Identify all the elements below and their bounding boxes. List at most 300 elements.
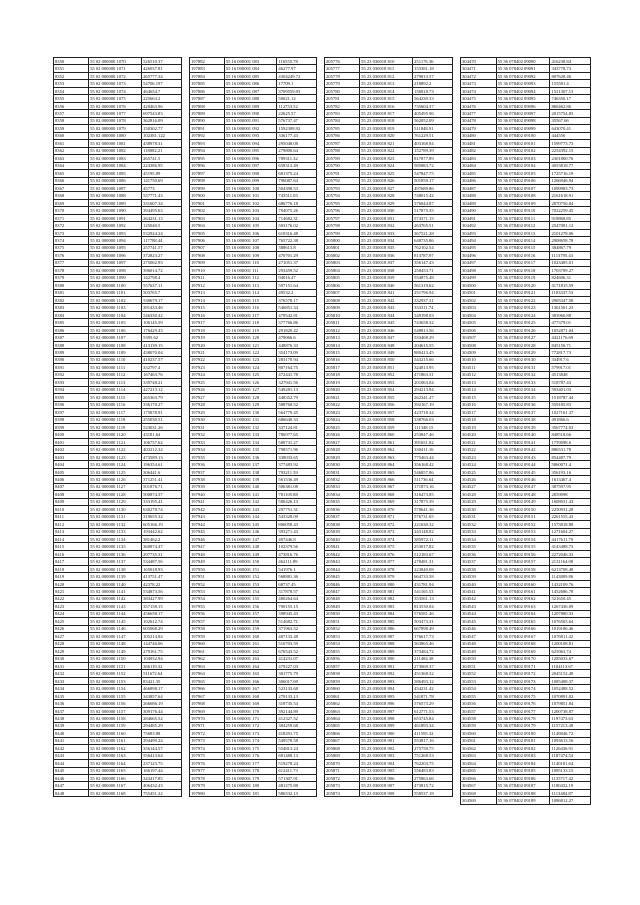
account-code: 55 36 078402 09170 xyxy=(496,655,550,662)
row-id: 205869 xyxy=(325,752,360,759)
row-id: 197963 xyxy=(190,662,225,669)
amount: 576737.47 xyxy=(277,117,317,124)
table-row xyxy=(461,304,591,311)
amount: 2859098 xyxy=(550,491,591,498)
amount: 491866.6 xyxy=(550,416,591,423)
amount: 1070891.02 xyxy=(550,692,591,699)
amount: 1608031.43 xyxy=(550,498,591,505)
account-code: 55 02 000000 1113 xyxy=(89,379,142,386)
row-id: 304563 xyxy=(461,752,497,759)
account-code: 55 02 000000 1080 xyxy=(89,132,142,139)
amount: 697543.83 xyxy=(142,110,182,117)
amount: 118082.21 xyxy=(142,147,182,154)
row-id: 8418 xyxy=(54,565,89,572)
amount: 258453.71 xyxy=(413,267,453,274)
row-id: 205816 xyxy=(325,356,360,363)
table-row xyxy=(54,782,182,789)
account-code: 55 36 078402 09168 xyxy=(496,640,550,647)
row-id: 8443 xyxy=(54,752,89,759)
account-code: 55 16 000001 086 xyxy=(224,80,277,87)
amount: 316473.85 xyxy=(413,491,453,498)
ledger-sheet xyxy=(53,57,591,839)
amount: 50021.12 xyxy=(277,95,317,102)
table-row xyxy=(190,349,317,356)
amount: 4304249.72 xyxy=(277,72,317,79)
table-row xyxy=(54,416,182,423)
row-id: 304557 xyxy=(461,707,497,714)
row-id: 8353 xyxy=(54,80,89,87)
table-row xyxy=(190,760,317,767)
amount: 338766.03 xyxy=(413,416,453,423)
amount: 786977.65 xyxy=(277,431,317,438)
row-id: 205799 xyxy=(325,229,360,236)
row-id: 8407 xyxy=(54,483,89,490)
row-id: 205872 xyxy=(325,775,360,782)
table-row xyxy=(54,311,182,318)
row-id: 8371 xyxy=(54,214,89,221)
account-code: 55 36 078402 09147 xyxy=(496,483,550,490)
amount: 451368.32 xyxy=(413,670,453,677)
row-id: 197962 xyxy=(190,655,225,662)
table-row xyxy=(190,692,317,699)
account-code: 55 16 000001 176 xyxy=(224,752,277,759)
row-id: 8384 xyxy=(54,311,89,318)
row-id: 8396 xyxy=(54,401,89,408)
table-row xyxy=(325,423,453,430)
account-code: 55 02 000000 1104 xyxy=(89,311,142,318)
table-row xyxy=(190,707,317,714)
row-id: 304535 xyxy=(461,543,497,550)
account-code: 55 16 000001 171 xyxy=(224,715,277,722)
account-code: 55 02 000000 1120 xyxy=(89,431,142,438)
table-row xyxy=(325,371,453,378)
row-id: 205847 xyxy=(325,588,360,595)
table-row xyxy=(190,483,317,490)
row-id: 304511 xyxy=(461,364,497,371)
amount: 196354.61 xyxy=(142,461,182,468)
table-row xyxy=(325,438,453,445)
account-code: 55 23 030018 836 xyxy=(360,252,413,259)
amount: 141750.69 xyxy=(142,177,182,184)
row-id: 8445 xyxy=(54,767,89,774)
amount: 588760.52 xyxy=(277,401,317,408)
amount: 388613.8 xyxy=(277,244,317,251)
row-id: 304524 xyxy=(461,461,497,468)
table-row xyxy=(190,498,317,505)
row-id: 205839 xyxy=(325,528,360,535)
table-row xyxy=(54,140,182,147)
row-id: 304514 xyxy=(461,386,497,393)
row-id: 8368 xyxy=(54,192,89,199)
table-row xyxy=(325,147,453,154)
amount: 580731.27 xyxy=(277,438,317,445)
account-code: 55 02 000000 1159 xyxy=(89,722,142,729)
amount: 333311.74 xyxy=(413,304,453,311)
amount: 1573818.88 xyxy=(550,521,591,528)
table-row xyxy=(190,730,317,737)
account-code: 55 02 000000 1166 xyxy=(89,775,142,782)
account-code: 55 23 030018 827 xyxy=(360,184,413,191)
amount: 559185.83 xyxy=(550,401,591,408)
account-code: 55 02 000000 1138 xyxy=(89,565,142,572)
table-row xyxy=(461,521,591,528)
row-id: 8423 xyxy=(54,603,89,610)
row-id: 205792 xyxy=(325,177,360,184)
amount: 586493.12 xyxy=(413,677,453,684)
amount: 473589.13 xyxy=(142,453,182,460)
table-row xyxy=(461,745,591,752)
amount: 568881.36 xyxy=(277,573,317,580)
row-id: 197887 xyxy=(190,95,225,102)
table-row xyxy=(325,125,453,132)
row-id: 205796 xyxy=(325,207,360,214)
row-id: 8378 xyxy=(54,267,89,274)
account-code: 55 02 000000 1079 xyxy=(89,125,142,132)
table-row xyxy=(54,730,182,737)
table-row xyxy=(461,662,591,669)
table-row xyxy=(190,677,317,684)
amount: 204615.55 xyxy=(413,341,453,348)
row-id: 205809 xyxy=(325,304,360,311)
table-row xyxy=(54,595,182,602)
account-code: 55 16 000001 091 xyxy=(224,117,277,124)
account-code: 55 16 000001 119 xyxy=(224,326,277,333)
amount: 263765.51 xyxy=(413,222,453,229)
account-code: 55 16 000001 113 xyxy=(224,282,277,289)
account-code: 55 23 030018 859 xyxy=(360,423,413,430)
table-row xyxy=(461,692,591,699)
amount: 564779.45 xyxy=(277,409,317,416)
account-code: 55 16 000001 101 xyxy=(224,192,277,199)
table-row xyxy=(325,550,453,557)
table-row xyxy=(325,364,453,371)
amount: 293459.52 xyxy=(277,267,317,274)
account-code: 55 36 078402 09136 xyxy=(496,401,550,408)
account-code: 55 02 000000 1141 xyxy=(89,588,142,595)
table-row xyxy=(190,543,317,550)
row-id: 8360 xyxy=(54,132,89,139)
amount: 761229.51 xyxy=(413,132,453,139)
amount: 516703.59 xyxy=(277,640,317,647)
table-row xyxy=(54,468,182,475)
row-id: 8391 xyxy=(54,364,89,371)
row-id: 8426 xyxy=(54,625,89,632)
account-code: 55 16 000001 159 xyxy=(224,625,277,632)
table-row xyxy=(325,274,453,281)
account-code: 55 23 030018 820 xyxy=(360,132,413,139)
row-id: 197921 xyxy=(190,349,225,356)
table-row xyxy=(325,789,453,796)
row-id: 197908 xyxy=(190,252,225,259)
amount: 762102.54 xyxy=(413,244,453,251)
table-row xyxy=(54,543,182,550)
table-row xyxy=(54,170,182,177)
amount: 1703789.27 xyxy=(550,267,591,274)
account-code: 55 23 030018 826 xyxy=(360,177,413,184)
table-row xyxy=(190,580,317,587)
account-code: 55 36 078402 09115 xyxy=(496,244,550,251)
row-id: 304476 xyxy=(461,102,497,109)
amount: 806058.43 xyxy=(277,521,317,528)
table-row xyxy=(54,483,182,490)
amount: 102381.122 xyxy=(142,132,182,139)
row-id: 8383 xyxy=(54,304,89,311)
table-row xyxy=(461,102,591,109)
amount: 265741.5 xyxy=(142,155,182,162)
row-id: 205821 xyxy=(325,394,360,401)
account-code: 55 23 030018 837 xyxy=(360,259,413,266)
account-code: 55 36 078402 09110 xyxy=(496,207,550,214)
table-row xyxy=(325,700,453,707)
table-row xyxy=(54,558,182,565)
account-code: 55 36 078402 09166 xyxy=(496,625,550,632)
amount: 549281.13 xyxy=(277,386,317,393)
table-row xyxy=(325,513,453,520)
row-id: 205851 xyxy=(325,618,360,625)
table-row xyxy=(325,379,453,386)
table-row xyxy=(325,252,453,259)
account-code: 55 16 000001 134 xyxy=(224,438,277,445)
amount: 273069.37 xyxy=(413,662,453,669)
table-row xyxy=(325,476,453,483)
account-code: 55 36 078402 09091 xyxy=(496,65,550,72)
account-code: 55 02 000000 1094 xyxy=(89,237,142,244)
row-id: 205801 xyxy=(325,244,360,251)
row-id: 304534 xyxy=(461,536,497,543)
amount: 125040.5 xyxy=(142,222,182,229)
table-row xyxy=(461,789,591,796)
table-row xyxy=(54,625,182,632)
account-code: 55 36 078402 09138 xyxy=(496,416,550,423)
table-row xyxy=(325,677,453,684)
amount: 2272046.33 xyxy=(550,550,591,557)
row-id: 8437 xyxy=(54,707,89,714)
amount: 294485.29 xyxy=(142,722,182,729)
table-row xyxy=(54,603,182,610)
table-row xyxy=(325,707,453,714)
row-id: 8442 xyxy=(54,745,89,752)
row-id: 197907 xyxy=(190,244,225,251)
row-id: 205857 xyxy=(325,662,360,669)
table-row xyxy=(325,170,453,177)
amount: 368874.47 xyxy=(142,543,182,550)
row-id: 8351 xyxy=(54,65,89,72)
row-id: 8412 xyxy=(54,521,89,528)
table-row xyxy=(461,737,591,744)
account-code: 55 36 078402 09169 xyxy=(496,648,550,655)
row-id: 205828 xyxy=(325,446,360,453)
table-row xyxy=(461,282,591,289)
amount: 456658.17 xyxy=(142,610,182,617)
row-id: 197978 xyxy=(190,775,225,782)
row-id: 197926 xyxy=(190,386,225,393)
table-row xyxy=(325,229,453,236)
row-id: 8447 xyxy=(54,782,89,789)
amount: 2161618.91 xyxy=(550,192,591,199)
amount: 2101278.06 xyxy=(550,229,591,236)
amount: 748015.42 xyxy=(413,192,453,199)
account-code: 55 36 078402 09120 xyxy=(496,282,550,289)
row-id: 8355 xyxy=(54,95,89,102)
row-id: 205783 xyxy=(325,110,360,117)
row-id: 205864 xyxy=(325,715,360,722)
table-row xyxy=(54,259,182,266)
amount: 658313.49 xyxy=(277,162,317,169)
amount: 886531.78 xyxy=(550,446,591,453)
table-row xyxy=(325,580,453,587)
table-row xyxy=(54,491,182,498)
account-code: 55 23 030018 868 xyxy=(360,491,413,498)
row-id: 8364 xyxy=(54,162,89,169)
table-row xyxy=(190,618,317,625)
table-row xyxy=(190,767,317,774)
account-code: 55 36 078402 09151 xyxy=(496,513,550,520)
row-id: 205866 xyxy=(325,730,360,737)
row-id: 8439 xyxy=(54,722,89,729)
table-row xyxy=(325,536,453,543)
table-row xyxy=(325,117,453,124)
table-row xyxy=(325,87,453,94)
table-row xyxy=(54,356,182,363)
row-id: 8411 xyxy=(54,513,89,520)
table-row xyxy=(54,192,182,199)
amount: 330411.16 xyxy=(413,446,453,453)
account-code: 55 02 000000 1093 xyxy=(89,229,142,236)
row-id: 8444 xyxy=(54,760,89,767)
amount: 546857.86 xyxy=(413,468,453,475)
amount: 3709559.93 xyxy=(277,87,317,94)
account-code: 55 16 000001 136 xyxy=(224,453,277,460)
amount: 116555.78 xyxy=(277,58,317,65)
table-row xyxy=(325,767,453,774)
row-id: 205788 xyxy=(325,147,360,154)
table-row xyxy=(325,162,453,169)
row-id: 8375 xyxy=(54,244,89,251)
row-id: 304549 xyxy=(461,648,497,655)
amount: 1113795.43 xyxy=(550,252,591,259)
account-code: 55 23 030018 881 xyxy=(360,588,413,595)
table-row xyxy=(190,782,317,789)
amount: 880413.45 xyxy=(413,349,453,356)
row-id: 304494 xyxy=(461,237,497,244)
amount: 306441.6 xyxy=(142,468,182,475)
amount: 356168.42 xyxy=(413,461,453,468)
account-code: 55 16 000001 110 xyxy=(224,259,277,266)
row-id: 304545 xyxy=(461,618,497,625)
table-row xyxy=(461,155,591,162)
account-code: 55 16 000001 120 xyxy=(224,334,277,341)
account-code: 55 02 000000 1081 xyxy=(89,140,142,147)
row-id: 8417 xyxy=(54,558,89,565)
amount: 275759.75 xyxy=(413,745,453,752)
account-code: 55 36 078402 09153 xyxy=(496,528,550,535)
account-code: 55 23 030018 900 xyxy=(360,730,413,737)
table-row xyxy=(54,334,182,341)
table-row xyxy=(54,364,182,371)
amount: 775463.44 xyxy=(413,453,453,460)
amount: 243148.82 xyxy=(413,528,453,535)
account-code: 55 36 078402 09148 xyxy=(496,491,550,498)
row-id: 304510 xyxy=(461,356,497,363)
table-row xyxy=(325,521,453,528)
account-code: 55 16 000001 096 xyxy=(224,155,277,162)
account-code: 55 16 000001 130 xyxy=(224,409,277,416)
amount: 532924.24 xyxy=(142,229,182,236)
table-row xyxy=(54,237,182,244)
table-row xyxy=(461,536,591,543)
row-id: 304484 xyxy=(461,162,497,169)
table-row xyxy=(461,782,591,789)
table-row xyxy=(461,707,591,714)
table-row xyxy=(54,446,182,453)
row-id: 205807 xyxy=(325,289,360,296)
row-id: 205850 xyxy=(325,610,360,617)
row-id: 205819 xyxy=(325,379,360,386)
amount: 630278.74 xyxy=(142,506,182,513)
account-code: 55 16 000001 140 xyxy=(224,483,277,490)
table-row xyxy=(325,468,453,475)
row-id: 197975 xyxy=(190,752,225,759)
account-code: 55 02 000000 1112 xyxy=(89,371,142,378)
account-code: 55 16 000001 128 xyxy=(224,394,277,401)
amount: 514682.71 xyxy=(277,618,317,625)
amount: 561319.62 xyxy=(413,282,453,289)
account-code: 55 23 030018 823 xyxy=(360,155,413,162)
table-row xyxy=(54,222,182,229)
amount: 271051.37 xyxy=(277,259,317,266)
amount: 860462.86 xyxy=(550,102,591,109)
account-code: 55 16 000001 149 xyxy=(224,550,277,557)
account-code: 55 16 000001 105 xyxy=(224,222,277,229)
table-row xyxy=(190,558,317,565)
account-code: 55 02 000000 1097 xyxy=(89,259,142,266)
table-row xyxy=(190,386,317,393)
table-row xyxy=(461,610,591,617)
amount: 1104113.67 xyxy=(550,662,591,669)
amount: 481275.88 xyxy=(277,782,317,789)
amount: 366119.32 xyxy=(142,662,182,669)
row-id: 304519 xyxy=(461,423,497,430)
account-code: 55 36 078402 09123 xyxy=(496,304,550,311)
row-id: 197890 xyxy=(190,117,225,124)
account-code: 55 36 078402 09165 xyxy=(496,618,550,625)
row-id: 197946 xyxy=(190,536,225,543)
account-code: 55 36 078402 09142 xyxy=(496,446,550,453)
account-code: 55 36 078402 09141 xyxy=(496,438,550,445)
table-row xyxy=(325,543,453,550)
account-code: 55 16 000001 125 xyxy=(224,371,277,378)
amount: 167463.76 xyxy=(142,371,182,378)
table-row xyxy=(190,416,317,423)
account-code: 55 02 000000 1153 xyxy=(89,677,142,684)
account-code: 55 23 030018 855 xyxy=(360,394,413,401)
table-row xyxy=(54,110,182,117)
row-id: 304470 xyxy=(461,58,497,65)
row-id: 205780 xyxy=(325,87,360,94)
table-row xyxy=(325,558,453,565)
row-id: 205838 xyxy=(325,521,360,528)
table-row xyxy=(190,446,317,453)
row-id: 205836 xyxy=(325,506,360,513)
account-code: 55 02 000000 1144 xyxy=(89,610,142,617)
account-code: 55 23 030018 866 xyxy=(360,476,413,483)
account-code: 55 23 030018 832 xyxy=(360,222,413,229)
row-id: 304560 xyxy=(461,730,497,737)
amount: 297735.31 xyxy=(142,550,182,557)
row-id: 304492 xyxy=(461,222,497,229)
account-code: 55 02 000000 1099 xyxy=(89,274,142,281)
amount: 413139.15 xyxy=(142,341,182,348)
